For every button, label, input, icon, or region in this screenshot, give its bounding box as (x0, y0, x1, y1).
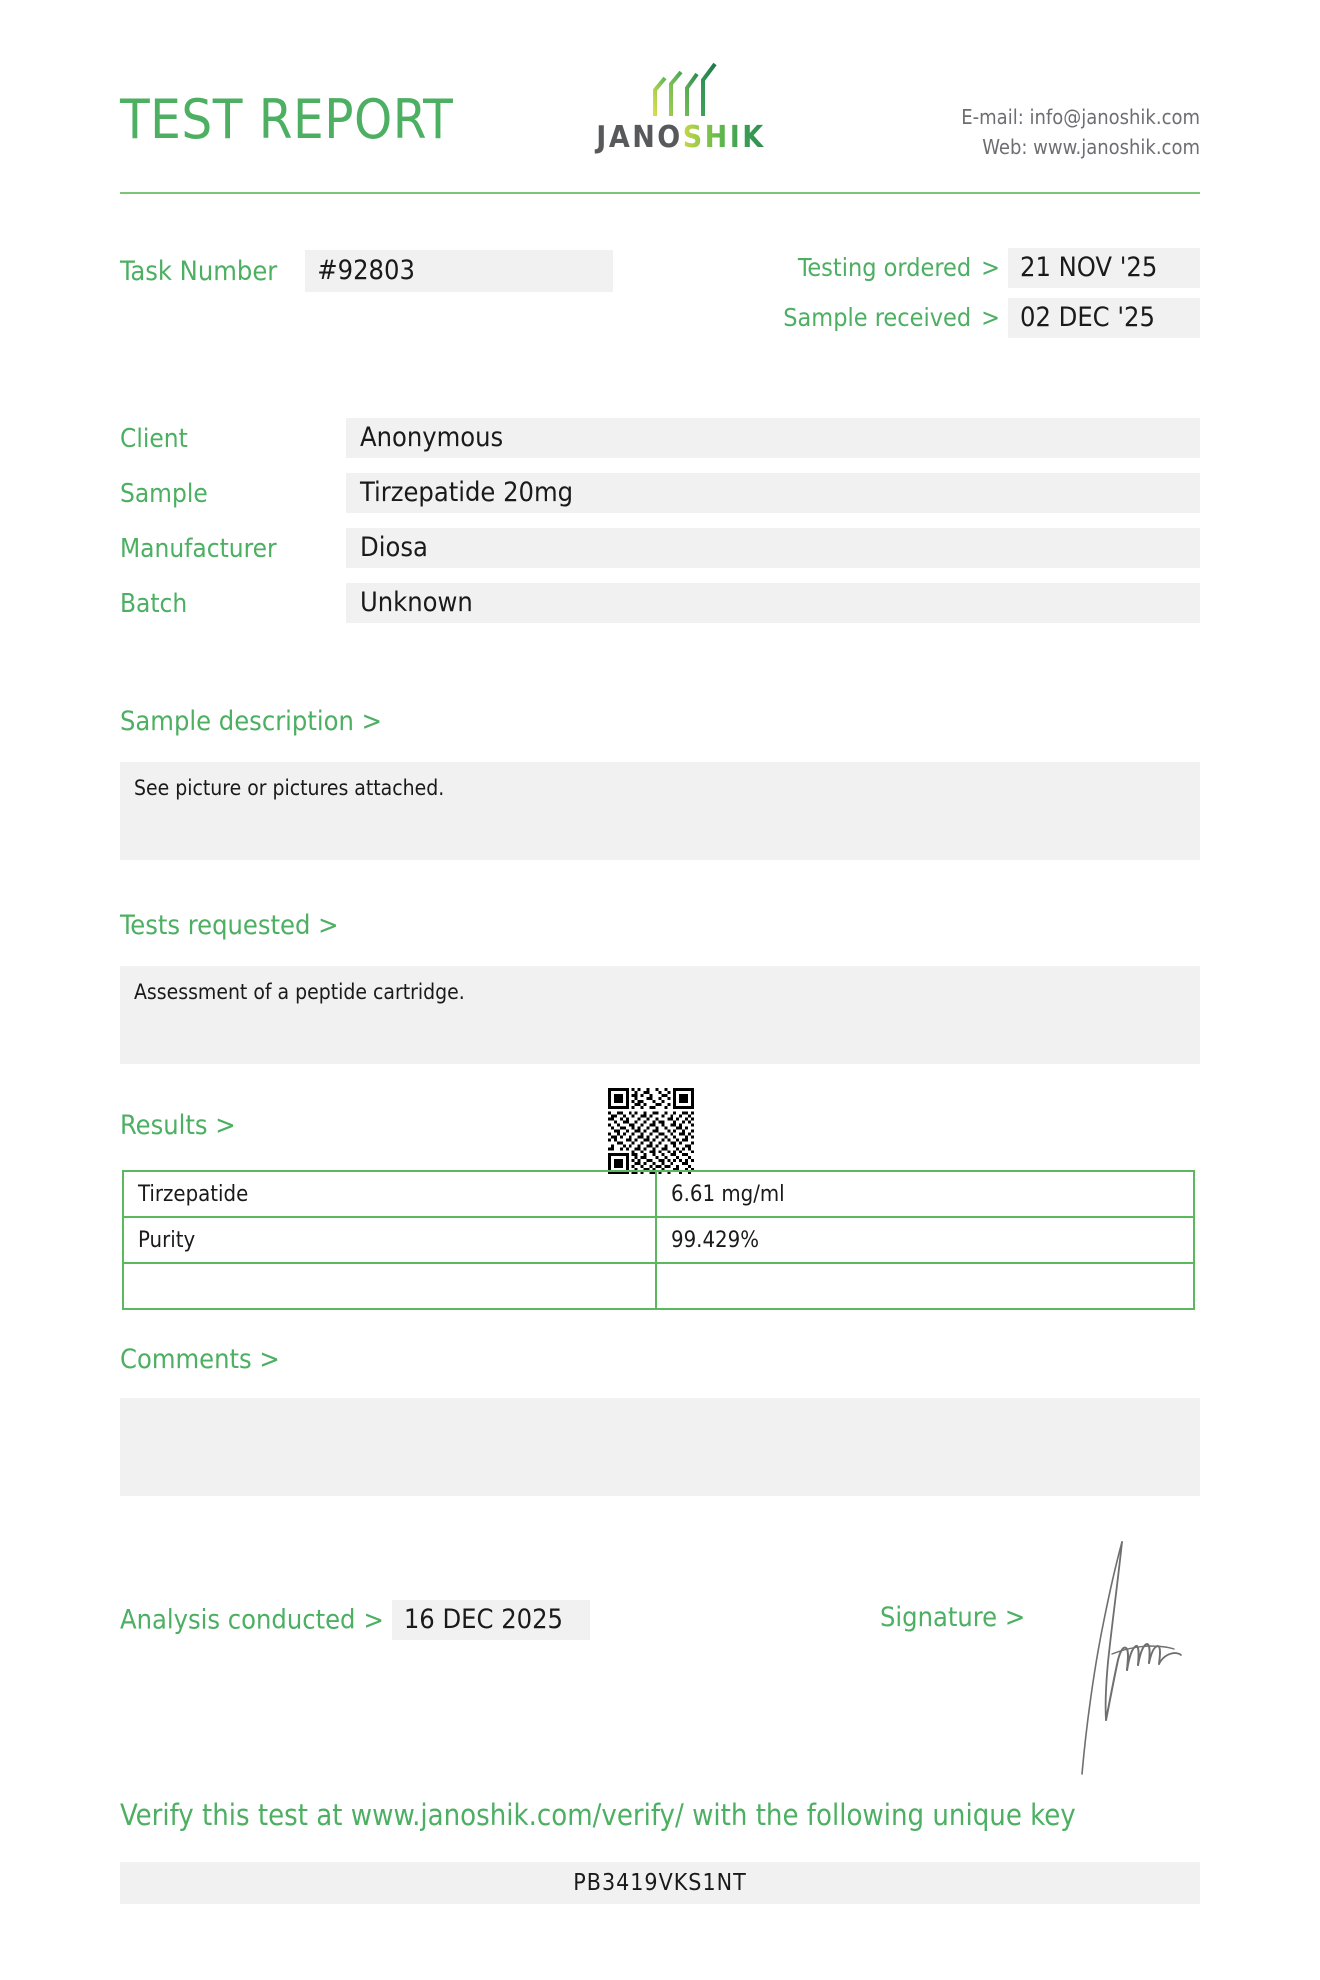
header-divider (120, 192, 1200, 194)
testing-ordered-row (783, 248, 1200, 288)
testing-ordered-label: Testing ordered (797, 253, 972, 282)
verify-instruction: Verify this test at www.janoshik.com/verify/ with the following unique key (120, 1798, 1076, 1832)
info-label-batch: Batch (120, 589, 188, 619)
results-table (122, 1170, 1195, 1310)
info-value-client: Anonymous (346, 418, 1200, 458)
info-value-batch: Unknown (346, 583, 1200, 623)
info-row-client (120, 418, 1200, 464)
task-number-value: #92803 (305, 250, 613, 292)
sample-received-caret: > (981, 303, 1000, 332)
result-value-1: 99.429% (656, 1217, 1194, 1263)
info-row-manufacturer (120, 528, 1200, 574)
task-number-row (120, 250, 613, 292)
result-value-0: 6.61 mg/ml (656, 1171, 1194, 1217)
report-header (120, 60, 1200, 190)
janoshik-logo (586, 60, 776, 153)
page-title: TEST REPORT (120, 88, 454, 151)
testing-ordered-value: 21 NOV '25 (1008, 248, 1200, 288)
sample-description-box: See picture or pictures attached. (120, 762, 1200, 860)
analysis-conducted-value: 16 DEC 2025 (392, 1600, 590, 1640)
signature-mark (1060, 1528, 1190, 1778)
result-name-1: Purity (123, 1217, 656, 1263)
testing-ordered-caret: > (981, 253, 1000, 282)
results-heading: Results > (120, 1110, 236, 1141)
sample-description-heading: Sample description > (120, 706, 382, 737)
result-value-2 (656, 1263, 1194, 1309)
info-label-client: Client (120, 424, 188, 454)
sample-received-label: Sample received (783, 303, 972, 332)
signature-label: Signature > (880, 1602, 1026, 1633)
comments-box (120, 1398, 1200, 1496)
qr-code-icon (608, 1088, 694, 1174)
comments-heading: Comments > (120, 1344, 280, 1375)
analysis-conducted-caret: > (363, 1604, 384, 1636)
result-name-0: Tirzepatide (123, 1171, 656, 1217)
sample-received-value: 02 DEC '25 (1008, 298, 1200, 338)
info-label-sample: Sample (120, 479, 208, 509)
sample-info-block (120, 418, 1200, 638)
handwritten-signature-icon (1060, 1528, 1190, 1778)
contact-web: Web: www.janoshik.com (982, 135, 1200, 159)
verification-qr-code[interactable] (608, 1088, 694, 1174)
info-row-sample (120, 473, 1200, 519)
logo-wordmark (586, 120, 776, 155)
logo-wordmark-jano: JANO (596, 120, 683, 155)
table-row (123, 1171, 1194, 1217)
tests-requested-box: Assessment of a peptide cartridge. (120, 966, 1200, 1064)
dates-block (783, 248, 1200, 348)
analysis-conducted-row (120, 1600, 590, 1640)
janoshik-chart-logo-icon (586, 60, 776, 118)
unique-key-value: PB3419VKS1NT (120, 1862, 1200, 1904)
info-value-sample: Tirzepatide 20mg (346, 473, 1200, 513)
analysis-conducted-label: Analysis conducted (120, 1604, 356, 1636)
table-row (123, 1217, 1194, 1263)
contact-email: E-mail: info@janoshik.com (961, 105, 1200, 129)
contact-info (961, 102, 1200, 162)
task-number-label: Task Number (120, 255, 278, 287)
info-row-batch (120, 583, 1200, 629)
info-label-manufacturer: Manufacturer (120, 534, 277, 564)
logo-wordmark-shik: SHIK (682, 120, 766, 155)
tests-requested-heading: Tests requested > (120, 910, 339, 941)
info-value-manufacturer: Diosa (346, 528, 1200, 568)
result-name-2 (123, 1263, 656, 1309)
sample-received-row (783, 298, 1200, 338)
table-row (123, 1263, 1194, 1309)
